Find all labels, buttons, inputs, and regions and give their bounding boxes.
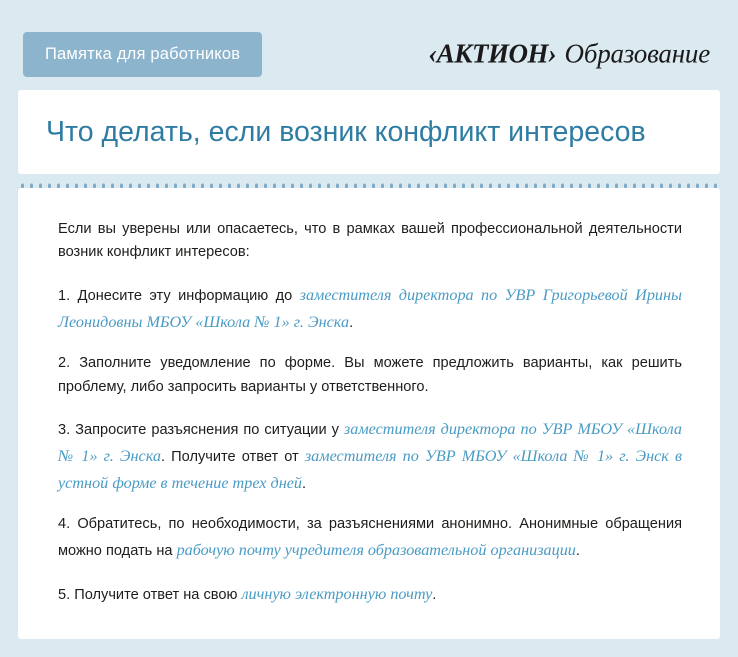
- step-4-fill: рабочую почту учредителя образовательной организации: [176, 541, 576, 560]
- step-4-lead: 4. Обратитесь, по необходимости, за разъяснениями анонимно. Анонимные обращения можно подать на: [58, 516, 682, 560]
- dotted-divider: [18, 174, 720, 188]
- step-3-fill-2: заместителя по УВР МБОУ «Школа № 1» г. Энск в устной форме в течение трех дней: [58, 447, 682, 492]
- step-3-tail: .: [302, 475, 307, 492]
- intro-paragraph: Если вы уверены или опасаетесь, что в рамках вашей профессиональной деятельности возник конфликт интересов:: [58, 220, 682, 261]
- step-item-4: [58, 513, 682, 563]
- brand-logo: [428, 39, 710, 70]
- page-title: Что делать, если возник конфликт интересов: [46, 116, 646, 148]
- step-3-fill: заместителя директора по УВР МБОУ «Школа № 1» г. Энска: [58, 420, 682, 466]
- step-5-lead: 5. Получите ответ на свою: [58, 586, 242, 603]
- brand-mark: ‹АКТИОН›: [428, 38, 557, 69]
- title-card: [18, 90, 720, 174]
- step-item-3: [58, 416, 682, 496]
- step-3-mid: . Получите ответ от: [161, 449, 305, 466]
- step-2-lead: 2. Заполните уведомление по форме. Вы можете предложить варианты, как решить проблему, либо запросить варианты у ответственного.: [58, 355, 682, 395]
- step-1-lead: 1. Донесите эту информацию до: [58, 287, 300, 304]
- step-4-tail: .: [575, 543, 580, 560]
- step-item-2: [58, 352, 682, 399]
- body-card: [18, 188, 720, 639]
- step-item-1: [58, 282, 682, 335]
- step-3-lead: 3. Запросите разъяснения по ситуации у: [58, 422, 344, 439]
- header-tab-label: Памятка для работников: [23, 32, 262, 77]
- page-header: [18, 18, 720, 90]
- brand-word: Образование: [564, 38, 710, 69]
- step-1-tail: .: [349, 314, 354, 331]
- step-item-5: [58, 581, 682, 608]
- step-5-fill: личную электронную почту: [241, 584, 433, 603]
- step-1-fill: заместителя директора по УВР Григорьевой Ирины Леонидовны МБОУ «Школа № 1» г. Энска: [58, 285, 682, 331]
- step-5-tail: .: [432, 586, 437, 603]
